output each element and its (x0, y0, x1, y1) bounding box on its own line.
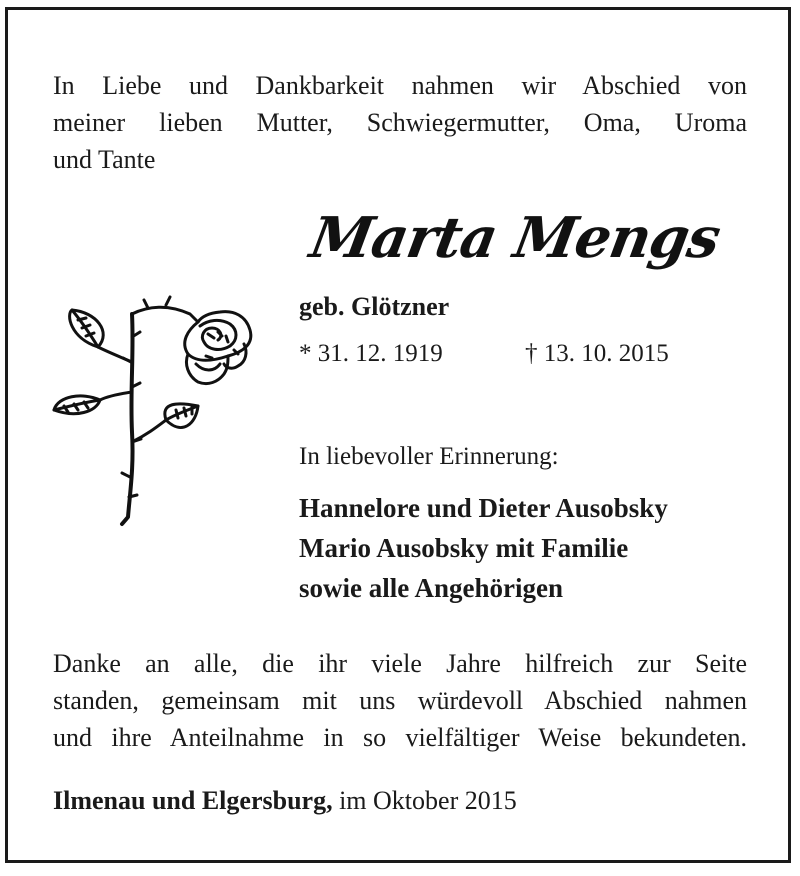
intro-line: und Tante (53, 145, 156, 174)
thanks-text (53, 645, 747, 756)
mourner-line: sowie alle Angehörigen (299, 573, 563, 603)
closing-line (53, 786, 517, 816)
intro-line: meiner lieben Mutter, Schwiegermutter, Oma, Uroma (53, 108, 747, 137)
thanks-line: Danke an alle, die ihr viele Jahre hilfreich zur Seite (53, 649, 747, 678)
maiden-name: geb. Glötzner (299, 292, 450, 321)
life-dates (299, 340, 719, 372)
mourners-list (299, 488, 668, 608)
birth-date: * 31. 12. 1919 (299, 340, 443, 367)
closing-place: Ilmenau und Elgersburg, (53, 786, 333, 815)
closing-date: im Oktober 2015 (339, 786, 517, 815)
mourner-line: Hannelore und Dieter Ausobsky (299, 493, 668, 523)
thanks-line: und ihre Anteilnahme in so vielfältiger Weise bekundeten. (53, 723, 747, 752)
intro-text (53, 67, 747, 178)
death-date: † 13. 10. 2015 (525, 340, 669, 367)
thanks-line: standen, gemeinsam mit uns würdevoll Abschied nahmen (53, 686, 747, 715)
mourner-line: Mario Ausobsky mit Familie (299, 533, 629, 563)
rose-icon (48, 292, 263, 530)
intro-line: In Liebe und Dankbarkeit nahmen wir Abschied von (53, 71, 747, 100)
memory-label: In liebevoller Erinnerung: (299, 443, 559, 470)
deceased-name: Marta Mengs (305, 205, 725, 271)
